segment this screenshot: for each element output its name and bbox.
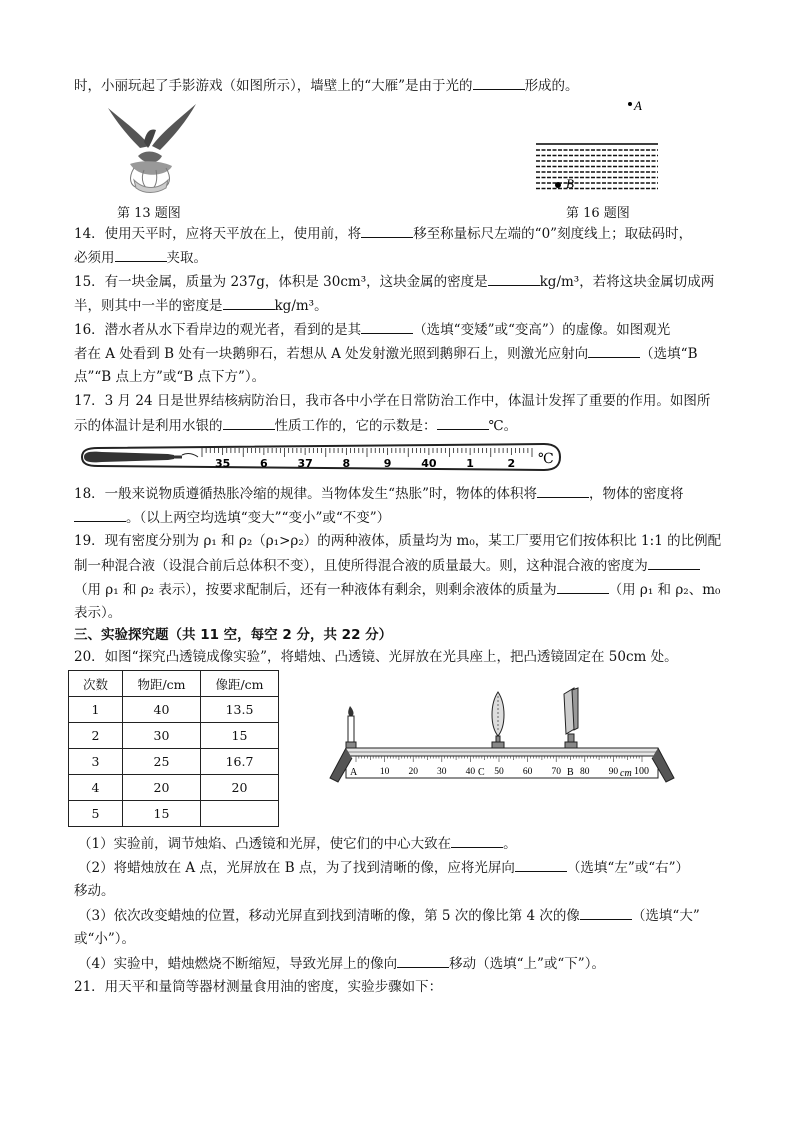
- q20-sub4: （4）实验中，蜡烛燃烧不断缩短，导致光屏上的像向 移动（选填“上”或“下”）。: [78, 956, 605, 972]
- thermo-tick-label: 40: [421, 457, 437, 470]
- data-table: [68, 670, 279, 827]
- q18-line1: 18．一般来说物质遵循热胀冷缩的规律。当物体发生“热胀”时，物体的体积将 ，物体的密度将: [74, 486, 684, 502]
- point-a-label: A: [350, 767, 358, 778]
- thermo-tick-label: 2: [507, 457, 516, 470]
- table-cell: 20: [201, 775, 279, 801]
- table-cell: 15: [201, 723, 279, 749]
- q19-line3: （用 ρ₁ 和 ρ₂ 表示），按要求配制后，还有一种液体有剩余，则剩余液体的质量为 （用 ρ₁ 和 ρ₂、m₀: [74, 582, 721, 598]
- fig13-caption: 第 13 题图: [117, 206, 181, 221]
- table-cell: 1: [69, 697, 123, 723]
- bench-tick-label: 80: [580, 767, 590, 777]
- point-b-label: B: [567, 767, 574, 778]
- answer-blank[interactable]: [437, 416, 489, 430]
- table-row: [69, 723, 279, 749]
- table-header-row: [69, 671, 279, 697]
- q19-line4: 表示）。: [74, 605, 122, 621]
- thermometer-figure: [78, 440, 562, 474]
- table-row: [69, 697, 279, 723]
- bench-tick-label: 10: [379, 767, 390, 777]
- hand-shadow-figure: [100, 98, 200, 194]
- answer-blank[interactable]: [515, 858, 567, 872]
- q20-text: 20．如图“探究凸透镜成像实验”，将蜡烛、凸透镜、光屏放在光具座上，把凸透镜固定在 50cm 处。: [74, 649, 678, 665]
- bench-tick-label: 40: [465, 767, 476, 777]
- q19-line2: 制一种混合液（设混合前后总体积不变），且使所得混合液的质量最大。则，这种混合液的密度为: [74, 556, 700, 575]
- bench-tick-label: 30: [437, 767, 447, 777]
- section-three-heading: 三、实验探究题（共 11 空，每空 2 分，共 22 分）: [74, 627, 393, 643]
- bench-end-label: 100: [634, 766, 649, 777]
- q14-line2: 必须用 夹取。: [74, 250, 207, 266]
- point-a: [628, 102, 632, 106]
- q17-line1: 17．3 月 24 日是世界结核病防治日，我市各中小学在日常防治工作中，体温计发挥了重要的作用。如图所: [74, 393, 711, 409]
- celsius-unit: ℃: [538, 451, 554, 467]
- label-b: B: [566, 176, 574, 191]
- q20-sub2-line2: 移动。: [74, 883, 115, 899]
- q18-line2: 。（以上两空均选填“变大”“变小”或“不变”）: [74, 508, 390, 527]
- table-cell: 40: [123, 697, 201, 723]
- q20-sub1: （1）实验前，调节烛焰、凸透镜和光屏，使它们的中心大致在 。: [78, 836, 517, 852]
- q16-line1: 16．潜水者从水下看岸边的观光者，看到的是其 （选填“变矮”或“变高”）的虚像。如图观光: [74, 322, 671, 338]
- answer-blank[interactable]: [361, 320, 413, 334]
- q20-sub2-line1: （2）将蜡烛放在 A 点，光屏放在 B 点，为了找到清晰的像，应将光屏向 （选填“左”或“右”）: [78, 860, 690, 876]
- bench-tick-label: 90: [608, 767, 619, 777]
- answer-blank[interactable]: [361, 224, 413, 238]
- table-row: [69, 801, 279, 827]
- answer-blank[interactable]: [223, 416, 275, 430]
- q13-text: 时，小丽玩起了手影游戏（如图所示），墙壁上的“大雁”是由于光的 形成的。: [74, 78, 579, 94]
- answer-blank[interactable]: [115, 248, 167, 262]
- q20-sub3-line1: （3）依次改变蜡烛的位置，移动光屏直到找到清晰的像，第 5 次的像比第 4 次的像 （选填“大”: [78, 908, 700, 924]
- answer-blank[interactable]: [580, 906, 632, 920]
- q14-line1: 14．使用天平时，应将天平放在上，使用前，将 移至称量标尺左端的“0”刻度线上；取砝码时，: [74, 226, 693, 242]
- table-cell: 5: [69, 801, 123, 827]
- table-cell: [201, 801, 279, 827]
- table-cell: 2: [69, 723, 123, 749]
- table-cell: 4: [69, 775, 123, 801]
- table-cell: 3: [69, 749, 123, 775]
- label-a: A: [634, 98, 642, 113]
- header-cell: 物距/cm: [123, 671, 201, 697]
- table-cell: 13.5: [201, 697, 279, 723]
- q16-line3: 点”“B 点上方”或“B 点下方”）。: [74, 369, 266, 385]
- candle: [346, 706, 356, 748]
- q15-line1: 15．有一块金属，质量为 237g，体积是 30cm³，这块金属的密度是 kg/m³，若将这块金属切成两: [74, 274, 715, 290]
- thermo-tick-label: 1: [466, 457, 474, 470]
- table-cell: 25: [123, 749, 201, 775]
- answer-blank[interactable]: [488, 272, 540, 286]
- q19-line1: 19．现有密度分别为 ρ₁ 和 ρ₂（ρ₁>ρ₂）的两种液体，质量均为 m₀，某工厂要用它们按体积比 1:1 的比例配: [74, 533, 722, 549]
- answer-blank[interactable]: [537, 484, 589, 498]
- header-cell: 次数: [69, 671, 123, 697]
- water-figure: [530, 96, 660, 196]
- thermo-tick-label: 35: [214, 457, 231, 470]
- table-cell: 30: [123, 723, 201, 749]
- answer-blank[interactable]: [557, 580, 609, 594]
- bench-tick-label: 60: [522, 767, 533, 777]
- bench-tick-label: 50: [494, 767, 504, 777]
- answer-blank[interactable]: [397, 954, 449, 968]
- q16-line2: 者在 A 处看到 B 处有一块鹅卵石，若想从 A 处发射激光照到鹅卵石上，则激光应射向 （选填“B: [74, 346, 698, 362]
- thermo-tick-label: 37: [297, 457, 313, 470]
- thermo-tick-label: 8: [342, 457, 351, 470]
- pebble-b: [555, 182, 561, 188]
- q17-line2: 示的体温计是利用水银的 性质工作的，它的示数是： ℃。: [74, 418, 518, 434]
- answer-blank[interactable]: [223, 296, 275, 310]
- table-cell: 20: [123, 775, 201, 801]
- thermo-tick-label: 6: [260, 457, 268, 470]
- light-screen: [564, 688, 578, 748]
- thermo-tick-label: 9: [383, 457, 392, 470]
- answer-blank[interactable]: [588, 344, 640, 358]
- answer-blank[interactable]: [451, 834, 503, 848]
- bench-unit: cm: [620, 768, 632, 779]
- convex-lens: [492, 692, 504, 748]
- q15-line2: 半，则其中一半的密度是 kg/m³。: [74, 298, 328, 314]
- table-cell: 15: [123, 801, 201, 827]
- q20-sub3-line2: 或“小”）。: [74, 931, 136, 947]
- q21-text: 21．用天平和量筒等器材测量食用油的密度，实验步骤如下：: [74, 979, 443, 995]
- table-cell: 16.7: [201, 749, 279, 775]
- table-row: [69, 775, 279, 801]
- answer-blank[interactable]: [648, 556, 700, 570]
- table-row: [69, 749, 279, 775]
- answer-blank[interactable]: [74, 508, 126, 522]
- point-c-label: C: [478, 767, 485, 778]
- header-cell: 像距/cm: [201, 671, 279, 697]
- bench-tick-label: 70: [551, 767, 561, 777]
- bench-tick-label: 20: [408, 767, 418, 777]
- answer-blank[interactable]: [473, 76, 525, 90]
- optical-bench-figure: [322, 680, 680, 786]
- fig16-caption: 第 16 题图: [566, 206, 630, 221]
